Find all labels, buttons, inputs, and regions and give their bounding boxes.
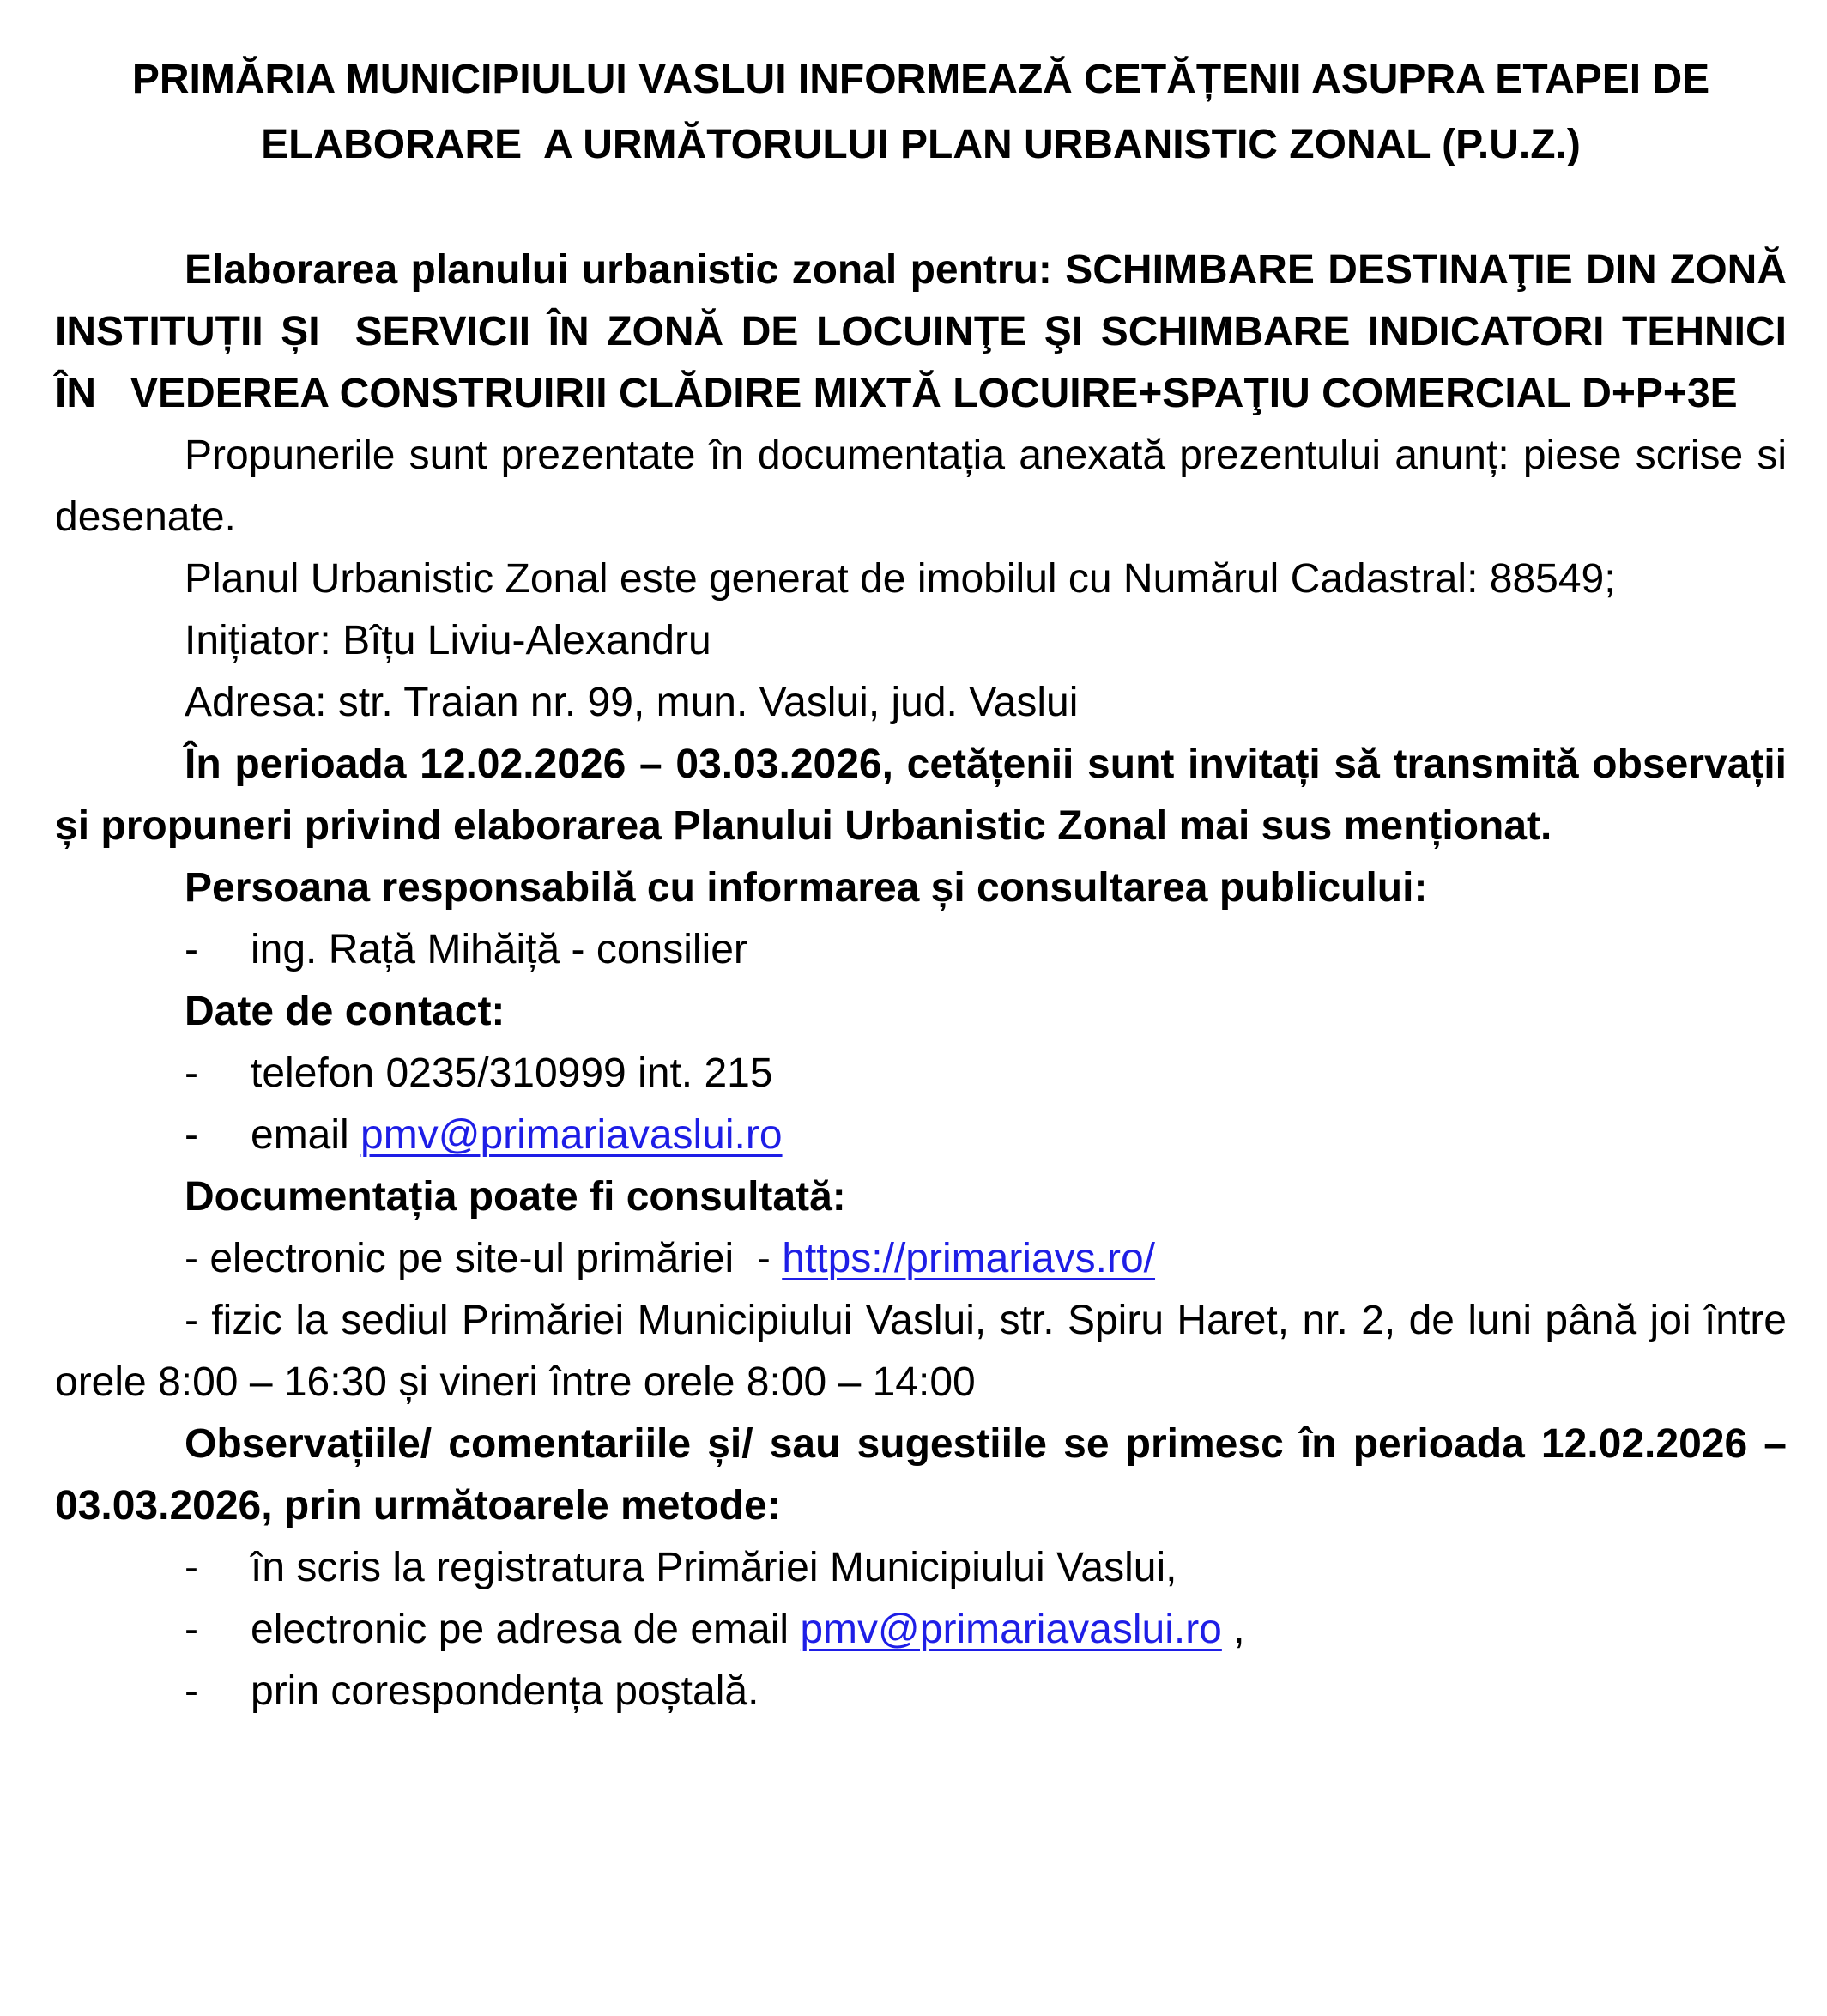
paragraph-adresa: Adresa: str. Traian nr. 99, mun. Vaslui, jud. Vaslui (185, 680, 1079, 725)
email-observatii-prefix: electronic pe adresa de email (251, 1607, 801, 1652)
consultare-electronic-prefix: - electronic pe site-ul primăriei - (185, 1236, 783, 1281)
list-item-email-label (251, 1105, 1787, 1166)
list-item-email (55, 1105, 1787, 1166)
email-label-prefix: email (251, 1112, 361, 1158)
website-link[interactable]: https://primariavs.ro/ (782, 1236, 1156, 1281)
bullet-marker: - (185, 1545, 198, 1590)
list-item-in-scris-label: în scris la registratura Primăriei Municipiului Vaslui, (251, 1545, 1177, 1590)
list-item-email-observatii-label (251, 1599, 1787, 1661)
bullet-marker: - (185, 1607, 198, 1652)
list-item-telefon (55, 1043, 1787, 1105)
paragraph-consultare-fizic: - fizic la sediul Primăriei Municipiului Vaslui, str. Spiru Haret, nr. 2, de luni până joi între orele 8:00 – 16:30 și vineri între orele 8:00 – 14:00 (55, 1298, 1799, 1405)
paragraph-perioada-consultare: În perioada 12.02.2026 – 03.03.2026, cetățenii sunt invitați să transmită observații și propuneri privind elaborarea Planului Urbanistic Zonal mai sus menționat. (55, 742, 1799, 849)
paragraph-propuneri: Propunerile sunt prezentate în documentația anexată prezentului anunț: piese scrise si desenate. (55, 433, 1799, 540)
list-item-corespondenta (55, 1661, 1787, 1722)
list-item-email-observatii (55, 1599, 1787, 1661)
email-link-2[interactable]: pmv@primariavaslui.ro (800, 1607, 1222, 1652)
paragraph-elaborarea-puz: Elaborarea planului urbanistic zonal pentru: SCHIMBARE DESTINAŢIE DIN ZONĂ INSTITUȚII ȘI SERVICII ÎN ZONĂ DE LOCUINŢE ŞI SCHIMBARE INDICATORI TEHNICI ÎN VEDEREA CONSTRUIRII CLĂDIRE MIXTĂ LOCUIRE+SPAŢIU COMERCIAL D+P+3E (55, 247, 1822, 416)
paragraph-persoana-responsabila: Persoana responsabilă cu informarea și consultarea publicului: (185, 865, 1428, 911)
bullet-marker: - (185, 927, 198, 972)
heading-date-de-contact: Date de contact: (185, 989, 505, 1034)
list-item-telefon-label: telefon 0235/310999 int. 215 (251, 1050, 773, 1096)
paragraph-numar-cadastral: Planul Urbanistic Zonal este generat de imobilul cu Numărul Cadastral: 88549; (185, 556, 1616, 602)
heading-documentatia: Documentația poate fi consultată: (185, 1174, 846, 1220)
paragraph-observatii-perioada: Observațiile/ comentariile și/ sau sugestiile se primesc în perioada 12.02.2026 – 03.03.2026, prin următoarele metode: (55, 1421, 1799, 1529)
bullet-marker: - (185, 1112, 198, 1158)
bullet-marker: - (185, 1668, 198, 1714)
bullet-marker: - (185, 1050, 198, 1096)
document-title: PRIMĂRIA MUNICIPIULUI VASLUI INFORMEAZĂ CETĂȚENII ASUPRA ETAPEI DE ELABORARE A URMĂTORULUI PLAN URBANISTIC ZONAL (P.U.Z.) (131, 57, 1721, 167)
list-item-consilier (55, 919, 1787, 981)
list-item-in-scris (55, 1537, 1787, 1599)
list-item-consilier-label: ing. Rață Mihăiță - consilier (251, 927, 747, 972)
email-observatii-suffix: , (1221, 1607, 1245, 1652)
email-link[interactable]: pmv@primariavaslui.ro (360, 1112, 783, 1158)
list-item-corespondenta-label: prin corespondența poștală. (251, 1668, 759, 1714)
paragraph-consultare-electronic (55, 1228, 1787, 1290)
paragraph-initiator: Inițiator: Bîțu Liviu-Alexandru (185, 618, 711, 663)
